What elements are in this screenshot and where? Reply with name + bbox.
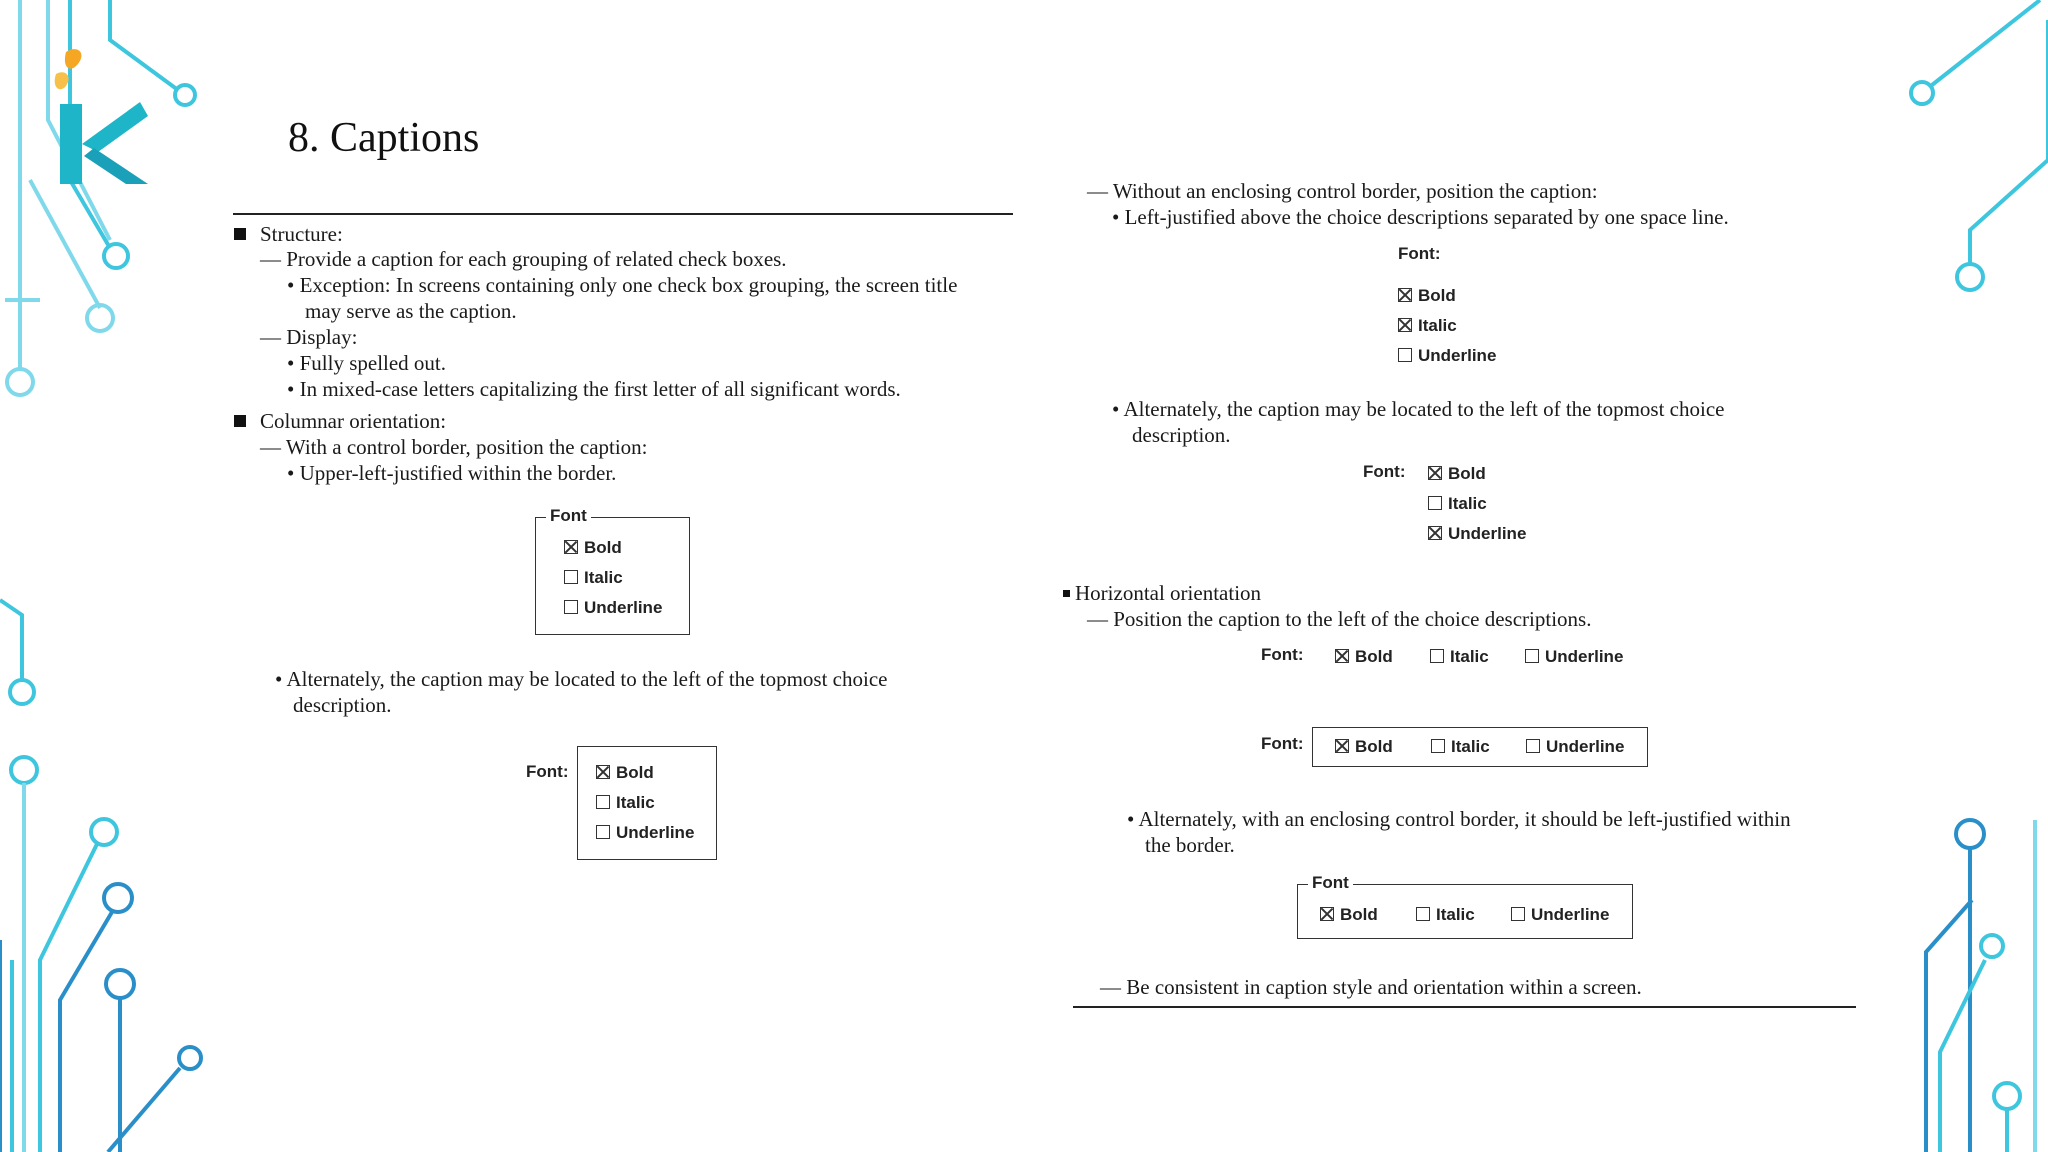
- checkbox-bold[interactable]: Bold: [1335, 647, 1393, 667]
- example-caption-left-group: [577, 746, 717, 860]
- left-justified-item: • Left-justified above the choice descriptions separated by one space line.: [1112, 205, 1729, 229]
- unchecked-box-icon: [1398, 348, 1412, 362]
- example-horizontal-caption-border-group: [1297, 873, 1633, 939]
- checkbox-italic[interactable]: Italic: [1416, 905, 1475, 925]
- fully-spelled-item: • Fully spelled out.: [287, 351, 447, 375]
- left-top-rule: [233, 213, 1013, 215]
- square-bullet-icon: [234, 415, 246, 427]
- right-bottom-rule: [1073, 1006, 1856, 1008]
- mixed-case-item: • In mixed-case letters capitalizing the first letter of all significant words.: [287, 377, 901, 401]
- unchecked-box-icon: [1431, 739, 1445, 753]
- checkbox-italic[interactable]: Italic: [1430, 647, 1489, 667]
- unchecked-box-icon: [1428, 496, 1442, 510]
- left-alternately-line-1: • Alternately, the caption may be located to the left of the topmost choice: [275, 667, 888, 691]
- checkbox-bold[interactable]: Bold: [1398, 286, 1456, 306]
- unchecked-box-icon: [596, 795, 610, 809]
- checked-box-icon: [1398, 318, 1412, 332]
- consistent-item: — Be consistent in caption style and orientation within a screen.: [1100, 975, 1642, 999]
- with-border-item: — With a control border, position the caption:: [260, 435, 648, 459]
- caption-above-label: Font:: [1398, 244, 1441, 263]
- display-item: — Display:: [260, 325, 358, 349]
- exception-line-2: may serve as the caption.: [305, 299, 517, 323]
- unchecked-box-icon: [1526, 739, 1540, 753]
- alt-border-line-1: • Alternately, with an enclosing control border, it should be left-justified within: [1127, 807, 1791, 831]
- unchecked-box-icon: [596, 825, 610, 839]
- structure-heading: Structure:: [234, 221, 343, 247]
- checkbox-bold[interactable]: Bold: [1428, 464, 1486, 484]
- position-left-item: — Position the caption to the left of the choice descriptions.: [1087, 607, 1592, 631]
- checked-box-icon: [1398, 288, 1412, 302]
- unchecked-box-icon: [1511, 907, 1525, 921]
- without-border-item: — Without an enclosing control border, position the caption:: [1087, 179, 1598, 203]
- checkbox-bold[interactable]: Bold: [596, 763, 654, 783]
- group-caption: Font: [1308, 873, 1353, 893]
- caption-horizontal-bordered-label: Font:: [1261, 734, 1304, 753]
- checked-box-icon: [564, 540, 578, 554]
- caption-left-label: Font:: [526, 762, 569, 781]
- example-horizontal-bordered-group: [1312, 727, 1648, 767]
- right-alternately-line-2: description.: [1132, 423, 1231, 447]
- checkbox-bold[interactable]: Bold: [564, 538, 622, 558]
- square-bullet-icon: [1063, 590, 1070, 597]
- exception-line-1: • Exception: In screens containing only one check box grouping, the screen title: [287, 273, 958, 297]
- checkbox-underline[interactable]: Underline: [1525, 647, 1623, 667]
- brand-logo: [48, 44, 158, 194]
- checkbox-underline[interactable]: Underline: [564, 598, 662, 618]
- checkbox-italic[interactable]: Italic: [1398, 316, 1457, 336]
- checked-box-icon: [1335, 649, 1349, 663]
- example-bordered-group: [535, 506, 690, 635]
- checkbox-italic[interactable]: Italic: [596, 793, 655, 813]
- checkbox-italic[interactable]: Italic: [1428, 494, 1487, 514]
- checkbox-bold[interactable]: Bold: [1320, 905, 1378, 925]
- checkbox-underline[interactable]: Underline: [1428, 524, 1526, 544]
- upper-left-item: • Upper-left-justified within the border.: [287, 461, 617, 485]
- alt-border-line-2: the border.: [1145, 833, 1235, 857]
- horizontal-heading: Horizontal orientation: [1063, 580, 1261, 606]
- checkbox-underline[interactable]: Underline: [1526, 737, 1624, 757]
- checked-box-icon: [1320, 907, 1334, 921]
- columnar-heading: Columnar orientation:: [234, 408, 446, 434]
- checkbox-italic[interactable]: Italic: [564, 568, 623, 588]
- checked-box-icon: [1335, 739, 1349, 753]
- checkbox-bold[interactable]: Bold: [1335, 737, 1393, 757]
- right-alternately-line-1: • Alternately, the caption may be located to the left of the topmost choice: [1112, 397, 1725, 421]
- caption-left-label-noborder: Font:: [1363, 462, 1406, 481]
- slide-title: 8. Captions: [288, 115, 480, 161]
- unchecked-box-icon: [1525, 649, 1539, 663]
- left-alternately-line-2: description.: [293, 693, 392, 717]
- group-caption: Font: [546, 506, 591, 526]
- checkbox-underline[interactable]: Underline: [1511, 905, 1609, 925]
- unchecked-box-icon: [1430, 649, 1444, 663]
- checkbox-underline[interactable]: Underline: [1398, 346, 1496, 366]
- unchecked-box-icon: [564, 600, 578, 614]
- checked-box-icon: [1428, 526, 1442, 540]
- checkbox-underline[interactable]: Underline: [596, 823, 694, 843]
- unchecked-box-icon: [564, 570, 578, 584]
- unchecked-box-icon: [1416, 907, 1430, 921]
- caption-horizontal-label: Font:: [1261, 645, 1304, 664]
- checked-box-icon: [1428, 466, 1442, 480]
- checked-box-icon: [596, 765, 610, 779]
- provide-caption-item: — Provide a caption for each grouping of related check boxes.: [260, 247, 787, 271]
- square-bullet-icon: [234, 228, 246, 240]
- checkbox-italic[interactable]: Italic: [1431, 737, 1490, 757]
